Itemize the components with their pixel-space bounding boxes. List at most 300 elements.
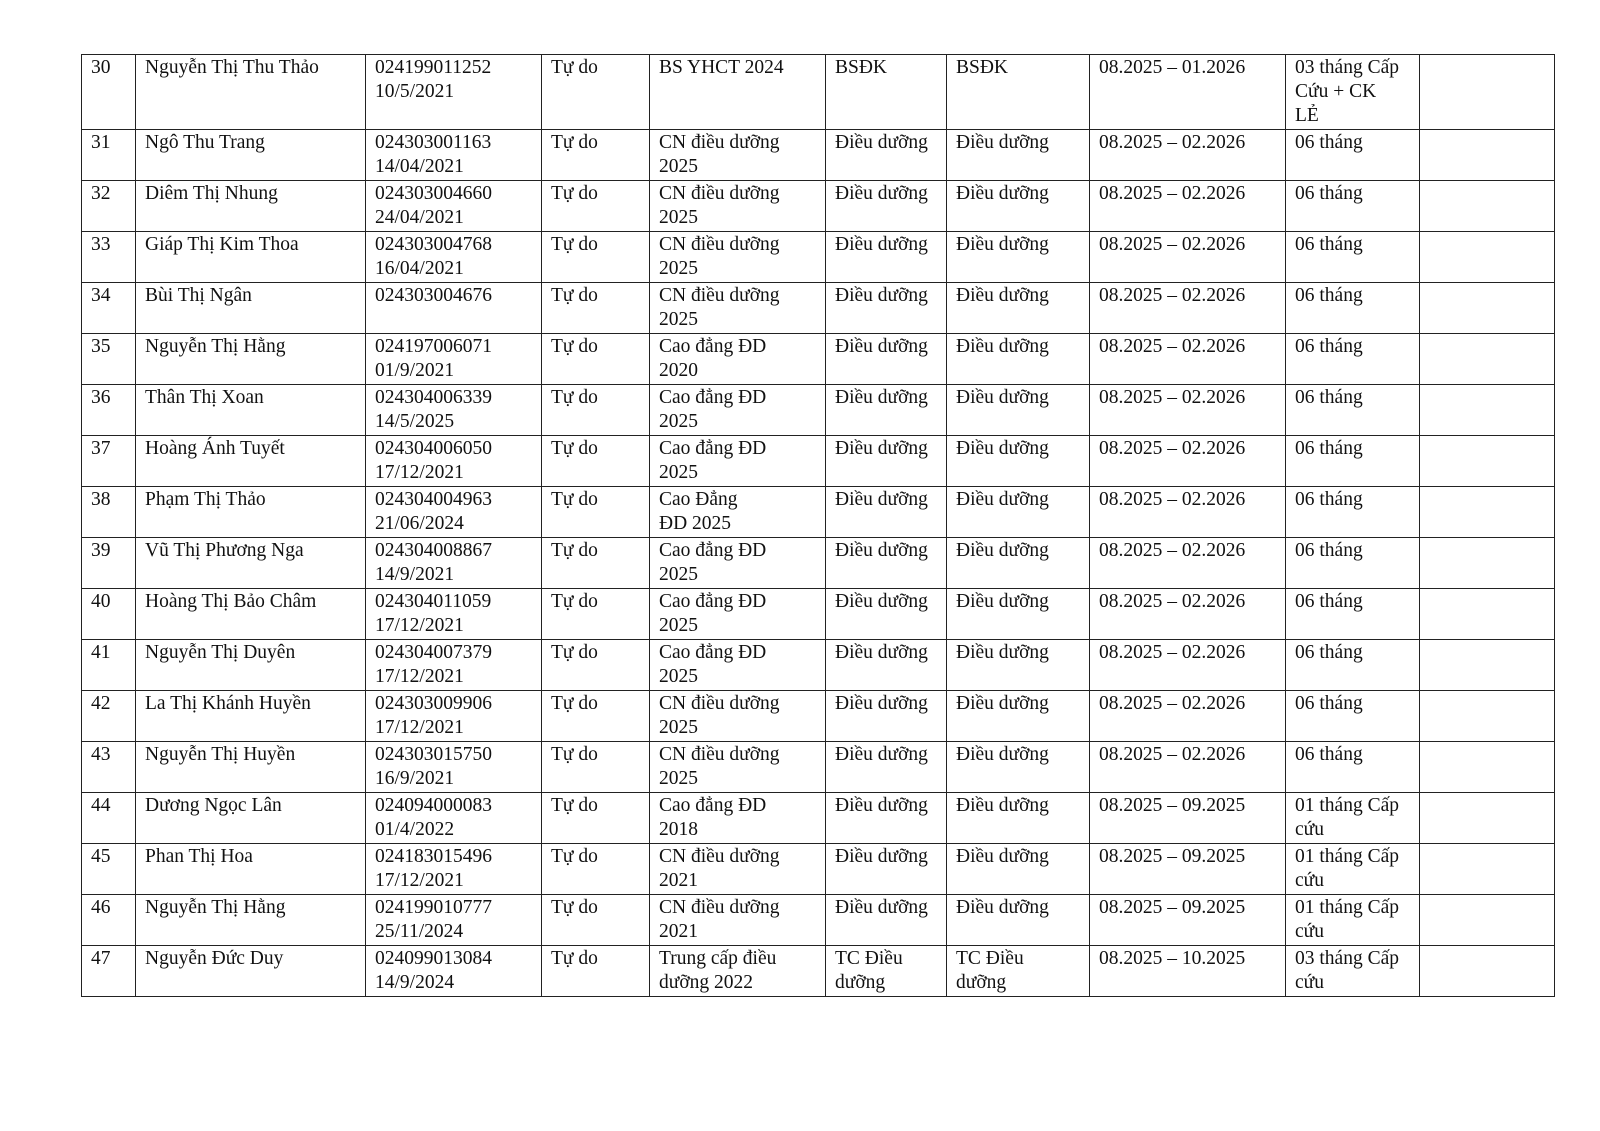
period-cell: 08.2025 – 02.2026 [1090,538,1286,589]
note-cell [1420,232,1555,283]
cell-line: Điều dưỡng [956,438,1049,459]
period-cell: 08.2025 – 09.2025 [1090,895,1286,946]
cell-line: Cứu + CK [1295,81,1377,102]
period-cell: 08.2025 – 02.2026 [1090,640,1286,691]
cell-line: cứu [1295,870,1324,891]
cell-line: Điều dưỡng [835,846,928,867]
note-cell [1420,589,1555,640]
cell-line: 2025 [659,207,698,228]
cell-line: 06 tháng [1295,438,1363,459]
table-row [82,844,1555,895]
status-cell: Tự do [542,895,650,946]
cell-line: BS YHCT 2024 [659,57,784,78]
row-number-cell: 40 [82,589,136,640]
cell-line: Điều dưỡng [956,540,1049,561]
table-row [82,283,1555,334]
cell-line: cứu [1295,819,1324,840]
note-cell [1420,181,1555,232]
cell-line: CN điều dưỡng [659,897,780,918]
cell-line: 2025 [659,717,698,738]
duration-cell [1286,742,1420,793]
note-cell [1420,538,1555,589]
cell-line: CN điều dưỡng [659,744,780,765]
cell-line: 14/9/2021 [375,564,455,585]
full-name-cell: Nguyễn Đức Duy [136,946,366,997]
cell-line: 17/12/2021 [375,666,464,687]
table-row [82,130,1555,181]
cell-line: Điều dưỡng [835,183,928,204]
status-cell: Tự do [542,55,650,130]
note-cell [1420,742,1555,793]
note-cell [1420,55,1555,130]
cell-line: 024304011059 [375,591,492,612]
id-number-cell [366,55,542,130]
row-number-cell: 37 [82,436,136,487]
cell-line: Điều dưỡng [956,642,1049,663]
duration-cell [1286,334,1420,385]
status-cell: Tự do [542,334,650,385]
cell-line: 2020 [659,360,698,381]
qualification-cell [650,640,826,691]
row-number-cell: 41 [82,640,136,691]
field-cell [947,895,1090,946]
field-cell [947,538,1090,589]
id-number-cell [366,589,542,640]
full-name-cell: Phan Thị Hoa [136,844,366,895]
cell-line: Điều dưỡng [835,693,928,714]
cell-line: 024304004963 [375,489,492,510]
cell-line: 06 tháng [1295,642,1363,663]
note-cell [1420,385,1555,436]
table-row [82,436,1555,487]
cell-line: Cao đẳng ĐD [659,540,767,561]
cell-line: 2025 [659,411,698,432]
field-cell [947,487,1090,538]
field-cell [947,334,1090,385]
qualification-cell [650,691,826,742]
duration-cell [1286,283,1420,334]
cell-line: 024303009906 [375,693,492,714]
status-cell: Tự do [542,589,650,640]
cell-line: 06 tháng [1295,489,1363,510]
cell-line: cứu [1295,921,1324,942]
row-number-cell: 39 [82,538,136,589]
full-name-cell: Hoàng Thị Bảo Châm [136,589,366,640]
table-row [82,691,1555,742]
duration-cell [1286,946,1420,997]
status-cell: Tự do [542,436,650,487]
id-number-cell [366,538,542,589]
cell-line: Điều dưỡng [835,795,928,816]
roster-body [82,55,1555,997]
cell-line: 024199011252 [375,57,492,78]
field-cell [947,55,1090,130]
cell-line: 03 tháng Cấp [1295,948,1399,969]
cell-line: 2025 [659,666,698,687]
cell-line: Điều dưỡng [835,642,928,663]
table-row [82,334,1555,385]
duration-cell [1286,538,1420,589]
note-cell [1420,334,1555,385]
id-number-cell [366,946,542,997]
status-cell: Tự do [542,130,650,181]
cell-line: Điều dưỡng [835,387,928,408]
qualification-cell [650,130,826,181]
table-row [82,487,1555,538]
cell-line: 024199010777 [375,897,492,918]
qualification-cell [650,946,826,997]
table-row [82,895,1555,946]
field-cell [947,640,1090,691]
qualification-cell [650,55,826,130]
period-cell: 08.2025 – 09.2025 [1090,844,1286,895]
duration-cell [1286,385,1420,436]
period-cell: 08.2025 – 02.2026 [1090,742,1286,793]
period-cell: 08.2025 – 02.2026 [1090,436,1286,487]
cell-line: 024303004660 [375,183,492,204]
cell-line: Điều dưỡng [956,285,1049,306]
cell-line: 10/5/2021 [375,81,455,102]
cell-line: 2025 [659,156,698,177]
field-cell [947,385,1090,436]
cell-line: 16/04/2021 [375,258,464,279]
cell-line: 2025 [659,564,698,585]
field-cell [947,232,1090,283]
field-cell [947,130,1090,181]
note-cell [1420,691,1555,742]
cell-line: 14/9/2024 [375,972,455,993]
cell-line: CN điều dưỡng [659,132,780,153]
cell-line: TC Điều [956,948,1024,969]
period-cell: 08.2025 – 02.2026 [1090,589,1286,640]
cell-line: 2021 [659,921,698,942]
full-name-cell: Vũ Thị Phương Nga [136,538,366,589]
position-cell [826,436,947,487]
status-cell: Tự do [542,487,650,538]
qualification-cell [650,538,826,589]
full-name-cell: Dương Ngọc Lân [136,793,366,844]
cell-line: 03 tháng Cấp [1295,57,1399,78]
cell-line: 17/12/2021 [375,462,464,483]
cell-line: Điều dưỡng [835,132,928,153]
cell-line: Điều dưỡng [956,234,1049,255]
table-row [82,640,1555,691]
cell-line: 2025 [659,768,698,789]
table-row [82,946,1555,997]
table-row [82,55,1555,130]
position-cell [826,895,947,946]
position-cell [826,385,947,436]
position-cell [826,640,947,691]
cell-line: dưỡng [835,972,886,993]
cell-line: 06 tháng [1295,744,1363,765]
field-cell [947,793,1090,844]
row-number-cell: 47 [82,946,136,997]
position-cell [826,844,947,895]
cell-line: 17/12/2021 [375,870,464,891]
cell-line: 024304007379 [375,642,492,663]
period-cell: 08.2025 – 10.2025 [1090,946,1286,997]
qualification-cell [650,844,826,895]
cell-line: 01/4/2022 [375,819,455,840]
cell-line: 2025 [659,462,698,483]
status-cell: Tự do [542,385,650,436]
position-cell [826,742,947,793]
period-cell: 08.2025 – 02.2026 [1090,232,1286,283]
qualification-cell [650,385,826,436]
id-number-cell [366,334,542,385]
cell-line: 024303004768 [375,234,492,255]
position-cell [826,589,947,640]
table-row [82,793,1555,844]
duration-cell [1286,895,1420,946]
period-cell: 08.2025 – 02.2026 [1090,283,1286,334]
position-cell [826,538,947,589]
status-cell: Tự do [542,283,650,334]
full-name-cell: Ngô Thu Trang [136,130,366,181]
note-cell [1420,487,1555,538]
cell-line: Điều dưỡng [835,336,928,357]
duration-cell [1286,181,1420,232]
row-number-cell: 34 [82,283,136,334]
cell-line: Điều dưỡng [956,846,1049,867]
position-cell [826,283,947,334]
full-name-cell: Diêm Thị Nhung [136,181,366,232]
id-number-cell [366,385,542,436]
period-cell: 08.2025 – 01.2026 [1090,55,1286,130]
qualification-cell [650,487,826,538]
cell-line: 17/12/2021 [375,717,464,738]
table-row [82,232,1555,283]
cell-line: CN điều dưỡng [659,693,780,714]
cell-line: CN điều dưỡng [659,846,780,867]
cell-line: Cao Đẳng [659,489,738,510]
cell-line: CN điều dưỡng [659,234,780,255]
cell-line: Điều dưỡng [956,744,1049,765]
position-cell [826,55,947,130]
field-cell [947,691,1090,742]
cell-line: LẺ [1295,105,1319,126]
status-cell: Tự do [542,742,650,793]
full-name-cell: Phạm Thị Thảo [136,487,366,538]
id-number-cell [366,130,542,181]
cell-line: 06 tháng [1295,387,1363,408]
position-cell [826,487,947,538]
cell-line: Điều dưỡng [835,234,928,255]
status-cell: Tự do [542,844,650,895]
cell-line: 2021 [659,870,698,891]
cell-line: 01 tháng Cấp [1295,897,1399,918]
cell-line: 14/04/2021 [375,156,464,177]
full-name-cell: Nguyễn Thị Huyền [136,742,366,793]
cell-line: 024303004676 [375,285,492,306]
qualification-cell [650,793,826,844]
cell-line: Điều dưỡng [956,591,1049,612]
id-number-cell [366,844,542,895]
table-row [82,742,1555,793]
cell-line: BSĐK [835,57,888,78]
duration-cell [1286,640,1420,691]
duration-cell [1286,487,1420,538]
cell-line: Điều dưỡng [956,795,1049,816]
cell-line: Điều dưỡng [835,897,928,918]
period-cell: 08.2025 – 02.2026 [1090,385,1286,436]
row-number-cell: 33 [82,232,136,283]
table-row [82,181,1555,232]
position-cell [826,793,947,844]
cell-line: Điều dưỡng [956,336,1049,357]
cell-line: 024197006071 [375,336,492,357]
field-cell [947,283,1090,334]
note-cell [1420,844,1555,895]
id-number-cell [366,640,542,691]
row-number-cell: 46 [82,895,136,946]
note-cell [1420,436,1555,487]
position-cell [826,130,947,181]
id-number-cell [366,283,542,334]
qualification-cell [650,742,826,793]
full-name-cell: Hoàng Ánh Tuyết [136,436,366,487]
cell-line: 024303001163 [375,132,492,153]
position-cell [826,691,947,742]
cell-line: Điều dưỡng [835,438,928,459]
full-name-cell: La Thị Khánh Huyền [136,691,366,742]
qualification-cell [650,895,826,946]
period-cell: 08.2025 – 02.2026 [1090,691,1286,742]
note-cell [1420,283,1555,334]
staff-roster-table [81,54,1555,997]
cell-line: Cao đẳng ĐD [659,795,767,816]
status-cell: Tự do [542,538,650,589]
status-cell: Tự do [542,691,650,742]
field-cell [947,436,1090,487]
note-cell [1420,895,1555,946]
cell-line: 24/04/2021 [375,207,464,228]
row-number-cell: 43 [82,742,136,793]
row-number-cell: 35 [82,334,136,385]
cell-line: Cao đẳng ĐD [659,387,767,408]
status-cell: Tự do [542,946,650,997]
cell-line: 06 tháng [1295,336,1363,357]
field-cell [947,589,1090,640]
cell-line: 06 tháng [1295,183,1363,204]
cell-line: Điều dưỡng [956,693,1049,714]
duration-cell [1286,55,1420,130]
cell-line: 14/5/2025 [375,411,455,432]
duration-cell [1286,589,1420,640]
cell-line: cứu [1295,972,1324,993]
duration-cell [1286,844,1420,895]
cell-line: 06 tháng [1295,591,1363,612]
row-number-cell: 44 [82,793,136,844]
cell-line: TC Điều [835,948,903,969]
cell-line: 01 tháng Cấp [1295,795,1399,816]
full-name-cell: Nguyễn Thị Hằng [136,334,366,385]
field-cell [947,181,1090,232]
cell-line: 06 tháng [1295,540,1363,561]
duration-cell [1286,130,1420,181]
cell-line: Điều dưỡng [835,285,928,306]
qualification-cell [650,436,826,487]
cell-line: 024304006050 [375,438,492,459]
id-number-cell [366,895,542,946]
id-number-cell [366,436,542,487]
id-number-cell [366,691,542,742]
position-cell [826,181,947,232]
cell-line: dưỡng [956,972,1007,993]
period-cell: 08.2025 – 02.2026 [1090,181,1286,232]
position-cell [826,232,947,283]
period-cell: 08.2025 – 02.2026 [1090,130,1286,181]
full-name-cell: Nguyễn Thị Duyên [136,640,366,691]
field-cell [947,844,1090,895]
cell-line: 06 tháng [1295,693,1363,714]
position-cell [826,946,947,997]
duration-cell [1286,232,1420,283]
field-cell [947,946,1090,997]
cell-line: Điều dưỡng [956,132,1049,153]
cell-line: 024099013084 [375,948,492,969]
cell-line: 25/11/2024 [375,921,464,942]
cell-line: Điều dưỡng [956,489,1049,510]
position-cell [826,334,947,385]
status-cell: Tự do [542,640,650,691]
cell-line: Điều dưỡng [956,897,1049,918]
row-number-cell: 36 [82,385,136,436]
cell-line: ĐD 2025 [659,513,732,534]
cell-line: 2025 [659,615,698,636]
period-cell: 08.2025 – 02.2026 [1090,334,1286,385]
cell-line: Trung cấp điều [659,948,777,969]
note-cell [1420,130,1555,181]
cell-line: dưỡng 2022 [659,972,754,993]
cell-line: Điều dưỡng [835,744,928,765]
full-name-cell: Thân Thị Xoan [136,385,366,436]
cell-line: Điều dưỡng [835,489,928,510]
cell-line: 2018 [659,819,698,840]
period-cell: 08.2025 – 02.2026 [1090,487,1286,538]
id-number-cell [366,232,542,283]
cell-line: 21/06/2024 [375,513,464,534]
cell-line: 01/9/2021 [375,360,455,381]
note-cell [1420,793,1555,844]
qualification-cell [650,232,826,283]
cell-line: Cao đẳng ĐD [659,438,767,459]
id-number-cell [366,181,542,232]
cell-line: Cao đẳng ĐD [659,591,767,612]
status-cell: Tự do [542,181,650,232]
cell-line: Điều dưỡng [835,540,928,561]
row-number-cell: 45 [82,844,136,895]
duration-cell [1286,793,1420,844]
cell-line: 06 tháng [1295,285,1363,306]
table-row [82,385,1555,436]
cell-line: BSĐK [956,57,1009,78]
period-cell: 08.2025 – 09.2025 [1090,793,1286,844]
cell-line: CN điều dưỡng [659,183,780,204]
row-number-cell: 30 [82,55,136,130]
full-name-cell: Giáp Thị Kim Thoa [136,232,366,283]
field-cell [947,742,1090,793]
id-number-cell [366,793,542,844]
cell-line: 2025 [659,258,698,279]
row-number-cell: 42 [82,691,136,742]
cell-line: 06 tháng [1295,132,1363,153]
row-number-cell: 38 [82,487,136,538]
full-name-cell: Nguyễn Thị Thu Thảo [136,55,366,130]
cell-line: 024183015496 [375,846,492,867]
note-cell [1420,946,1555,997]
